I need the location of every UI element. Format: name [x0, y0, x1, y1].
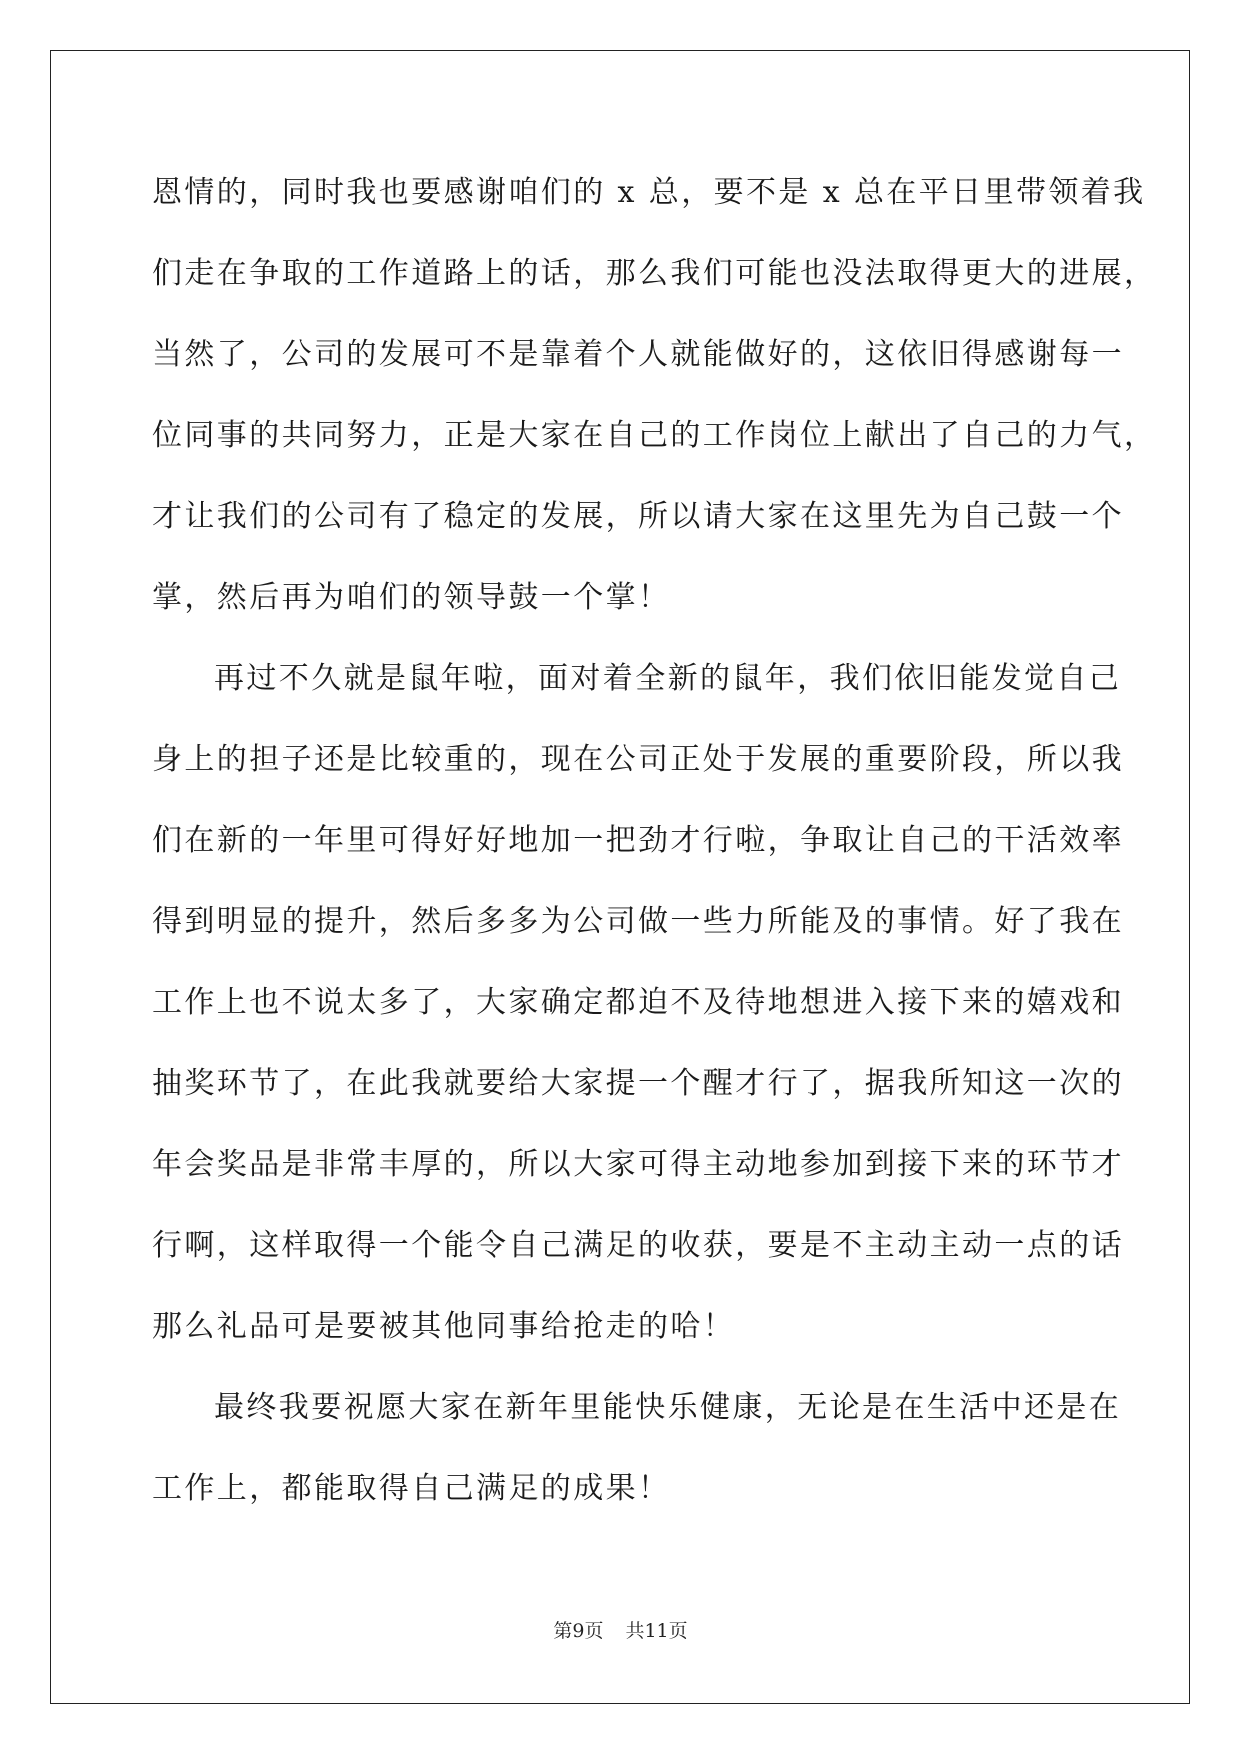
text-line: 那么礼品可是要被其他同事给抢走的哈！	[152, 1309, 736, 1344]
text-line: 工作上也不说太多了，大家确定都迫不及待地想进入接下来的嬉戏和	[152, 985, 1124, 1020]
text-line: 抽奖环节了，在此我就要给大家提一个醒才行了，据我所知这一次的	[152, 1066, 1124, 1101]
text-line: 身上的担子还是比较重的，现在公司正处于发展的重要阶段，所以我	[152, 742, 1124, 777]
page-number-current: 第9页	[553, 1620, 604, 1642]
paragraph-start-line: 再过不久就是鼠年啦，面对着全新的鼠年，我们依旧能发觉自己	[214, 661, 1122, 696]
text-line: 行啊，这样取得一个能令自己满足的收获，要是不主动主动一点的话	[152, 1228, 1124, 1263]
text-line: 掌，然后再为咱们的领导鼓一个掌！	[152, 580, 671, 615]
page-number-total: 共11页	[625, 1620, 688, 1642]
text-line: 恩情的，同时我也要感谢咱们的 x 总，要不是 x 总在平日里带领着我	[152, 175, 1146, 210]
text-line: 年会奖品是非常丰厚的，所以大家可得主动地参加到接下来的环节才	[152, 1147, 1124, 1182]
document-body	[152, 160, 1157, 1537]
text-line: 才让我们的公司有了稳定的发展，所以请大家在这里先为自己鼓一个	[152, 499, 1124, 534]
text-line: 们走在争取的工作道路上的话，那么我们可能也没法取得更大的进展，	[152, 256, 1157, 291]
text-line: 工作上，都能取得自己满足的成果！	[152, 1471, 671, 1506]
text-line: 当然了，公司的发展可不是靠着个人就能做好的，这依旧得感谢每一	[152, 337, 1124, 372]
text-line: 们在新的一年里可得好好地加一把劲才行啦，争取让自己的干活效率	[152, 823, 1124, 858]
page-footer	[0, 1618, 1241, 1644]
paragraph-start-line: 最终我要祝愿大家在新年里能快乐健康，无论是在生活中还是在	[214, 1390, 1122, 1425]
text-line: 位同事的共同努力，正是大家在自己的工作岗位上献出了自己的力气，	[152, 418, 1157, 453]
text-line: 得到明显的提升，然后多多为公司做一些力所能及的事情。好了我在	[152, 904, 1124, 939]
